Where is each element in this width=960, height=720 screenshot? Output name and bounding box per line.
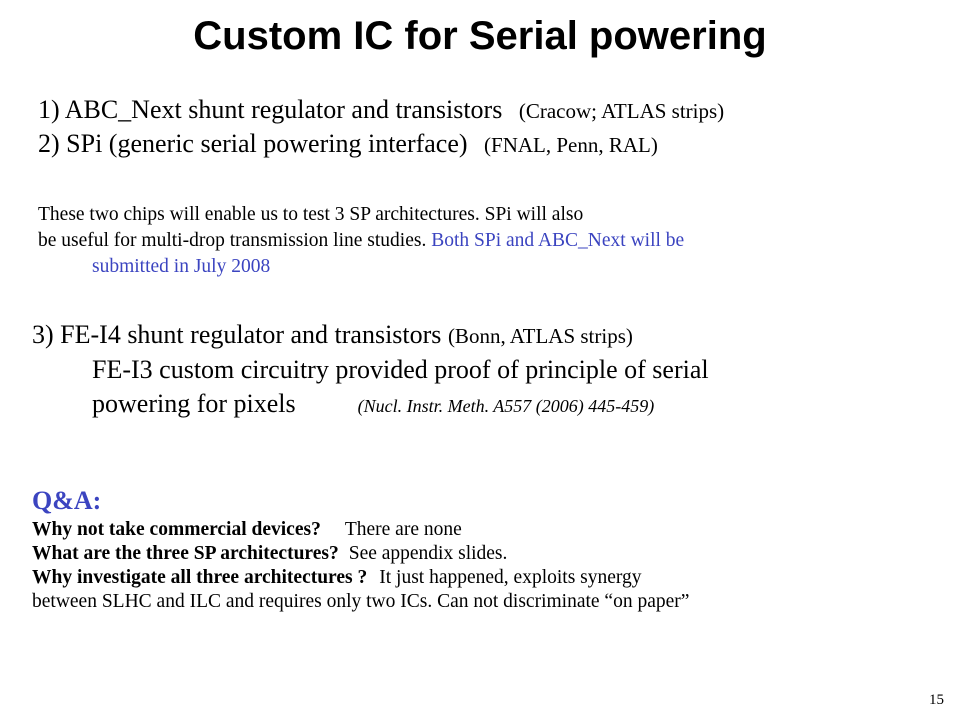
page-number: 15 [929, 692, 944, 708]
paragraph-line [38, 228, 938, 254]
slide-title: Custom IC for Serial powering [193, 14, 767, 58]
journal-reference: (Nucl. Instr. Meth. A557 (2006) 445-459) [357, 396, 655, 416]
question: Why not take commercial devices? [32, 519, 321, 540]
item-main-text: 3) FE-I4 shunt regulator and transistors [32, 320, 442, 349]
item-line [32, 387, 709, 423]
highlight-text: submitted in July 2008 [92, 256, 271, 277]
item-main-text: 1) ABC_Next shunt regulator and transistors [38, 95, 503, 124]
item-note: (Bonn, ATLAS strips) [447, 324, 633, 348]
paragraph-line: These two chips will enable us to test 3 SP architectures. SPi will also [38, 204, 584, 225]
qa-section [32, 484, 689, 614]
question: What are the three SP architectures? [32, 543, 339, 564]
item-line [32, 318, 709, 353]
qa-heading: Q&A: [32, 486, 102, 515]
qa-continuation: between SLHC and ILC and requires only two ICs. Can not discriminate “on paper” [32, 591, 690, 612]
item-note: (Cracow; ATLAS strips) [518, 99, 725, 123]
list-item-fe-i4 [32, 318, 709, 423]
paragraph-text: be useful for multi-drop transmission line studies. [38, 230, 427, 251]
item-text: powering for pixels [92, 389, 296, 418]
highlight-text: Both SPi and ABC_Next will be [431, 230, 685, 251]
item-note: (FNAL, Penn, RAL) [484, 133, 658, 157]
question: Why investigate all three architectures ? [32, 567, 368, 588]
item-line: FE-I3 custom circuitry provided proof of principle of serial [92, 355, 709, 384]
answer: See appendix slides. [348, 543, 508, 564]
list-item-abc-next [38, 94, 724, 127]
answer: It just happened, exploits synergy [379, 567, 642, 588]
list-item-spi [38, 128, 658, 161]
body-paragraph [38, 202, 938, 280]
qa-row [32, 542, 689, 566]
qa-row [32, 566, 689, 590]
qa-row [32, 518, 689, 542]
item-main-text: 2) SPi (generic serial powering interface) [38, 129, 468, 158]
answer: There are none [344, 519, 462, 540]
